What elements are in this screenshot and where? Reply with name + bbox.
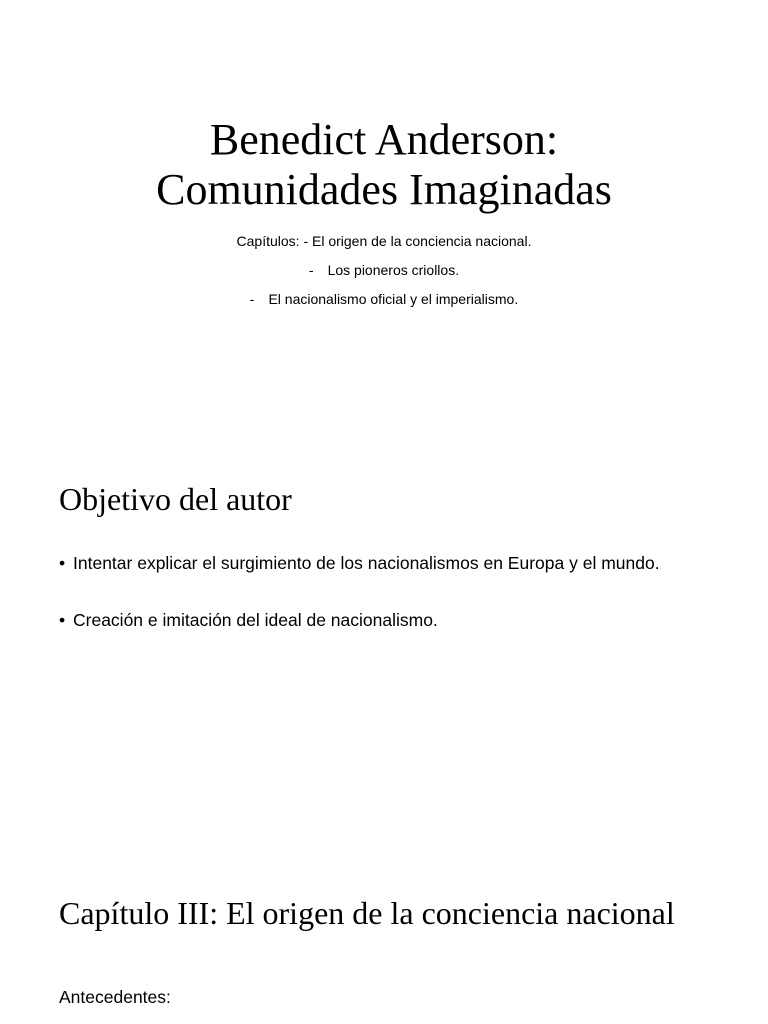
slide-objetivo [0, 432, 768, 864]
dash-marker: - [249, 291, 255, 307]
subtitle-line-3 [0, 290, 768, 308]
subtitle-line-3-text: El nacionalismo oficial y el imperialismo. [268, 291, 519, 307]
title-line-1: Benedict Anderson: [209, 115, 559, 164]
section-label: Antecedentes: [59, 987, 171, 1007]
subtitle-line-2 [0, 261, 768, 279]
slide-title [0, 0, 768, 432]
bullet-icon: • [59, 553, 66, 573]
bullet-icon: • [59, 610, 66, 630]
slide-title-heading [0, 115, 768, 215]
title-line-2: Comunidades Imaginadas [156, 165, 612, 214]
subtitle-line-1: Capítulos: - El origen de la conciencia nacional. [236, 233, 532, 249]
bullet-text: Intentar explicar el surgimiento de los nacionalismos en Europa y el mundo. [73, 553, 660, 573]
bullet-text: Creación e imitación del ideal de nacionalismo. [73, 610, 438, 630]
dash-marker: - [308, 262, 314, 278]
slide-capitulo-iii [0, 864, 768, 1024]
bullet-item [59, 609, 713, 632]
slide-heading: Capítulo III: El origen de la conciencia nacional [59, 895, 675, 931]
bullet-item [59, 552, 713, 575]
subtitle-line-2-text: Los pioneros criollos. [327, 262, 460, 278]
slide-heading: Objetivo del autor [59, 481, 292, 517]
